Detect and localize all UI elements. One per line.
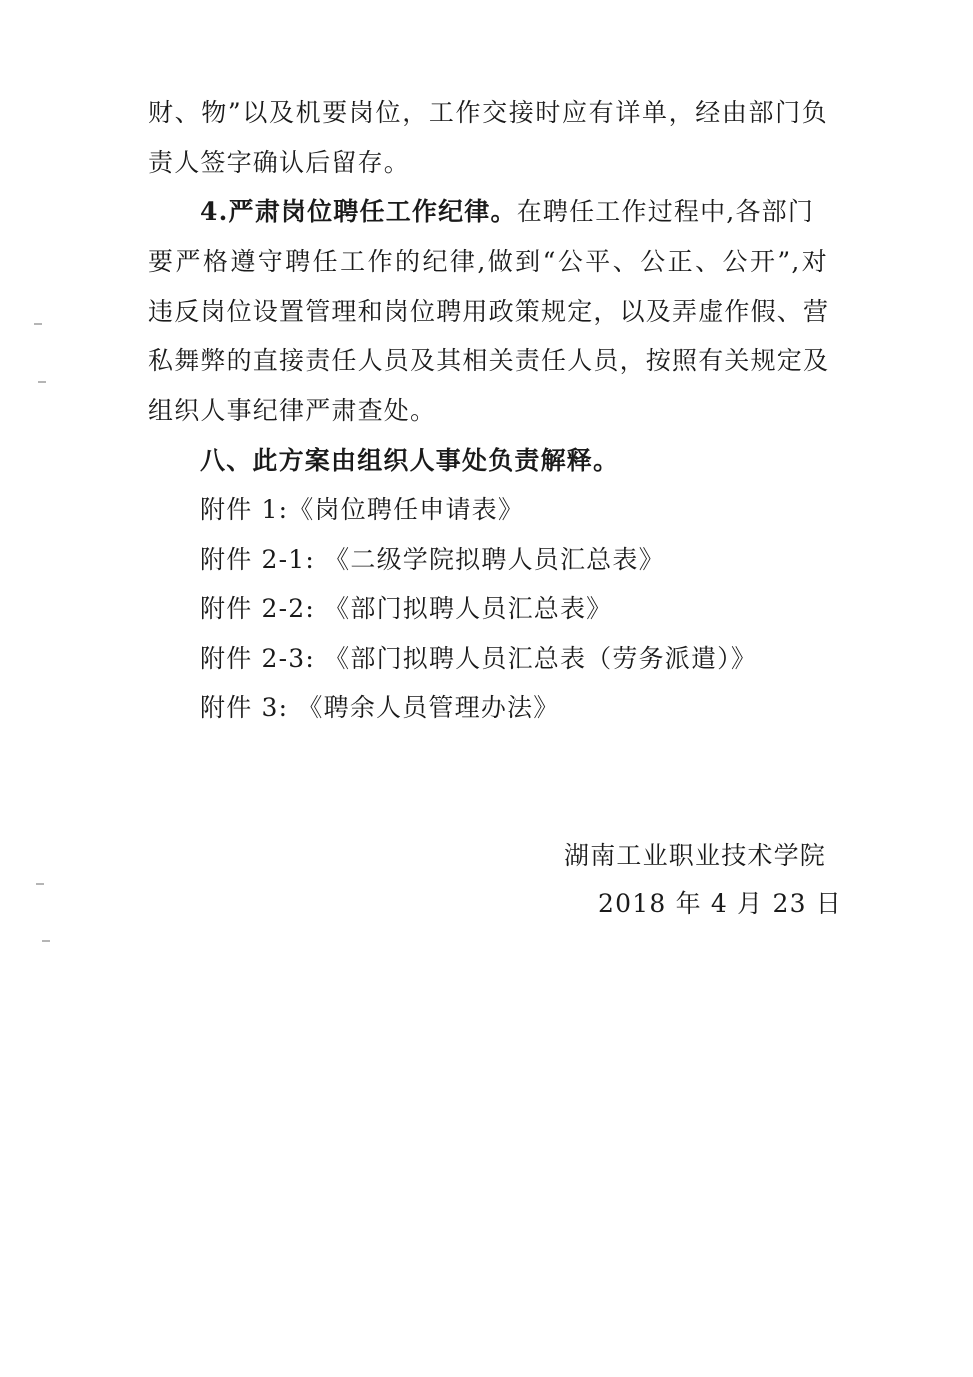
scan-mark [34,323,42,325]
body-text-line: 违反岗位设置管理和岗位聘用政策规定，以及弄虚作假、营 [148,297,830,326]
attachment-item: 附件 2-2: 《部门拟聘人员汇总表》 [200,594,613,623]
attachment-item: 附件 2-3: 《部门拟聘人员汇总表（劳务派遣）》 [200,644,758,673]
scan-mark [36,883,44,885]
item-4-heading: 4.严肃岗位聘任工作纪律。 [200,197,517,226]
body-text-line: 要严格遵守聘任工作的纪律,做到“公平、公正、公开”,对 [148,247,828,276]
section-8-heading: 八、此方案由组织人事处负责解释。 [200,446,620,475]
body-text-line: 私舞弊的直接责任人员及其相关责任人员，按照有关规定及 [148,346,830,375]
scan-mark [38,381,46,383]
attachment-item: 附件 1:《岗位聘任申请表》 [200,495,525,524]
body-text-line: 财、物”以及机要岗位，工作交接时应有详单，经由部门负 [148,98,828,127]
attachment-item: 附件 3: 《聘余人员管理办法》 [200,693,560,722]
item-4-text: 在聘任工作过程中,各部门 [516,197,815,226]
body-text-line: 责人签字确认后留存。 [148,148,411,177]
body-text-line: 组织人事纪律严肃查处。 [148,396,437,425]
signature-date: 2018 年 4 月 23 日 [598,889,843,918]
attachment-item: 附件 2-1: 《二级学院拟聘人员汇总表》 [200,545,665,574]
item-4-first-line [200,197,814,227]
scan-mark [42,940,50,942]
signature-organization: 湖南工业职业技术学院 [564,841,827,870]
